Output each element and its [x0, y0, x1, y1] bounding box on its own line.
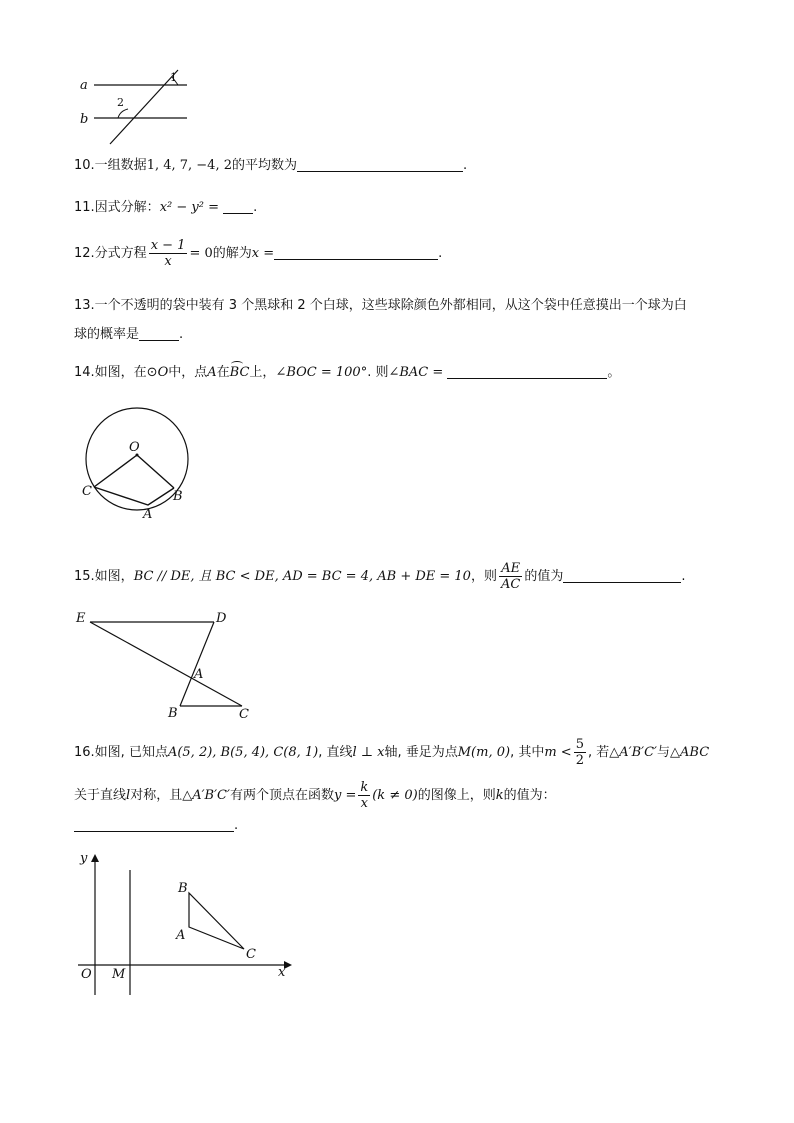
label-o: O — [81, 967, 92, 982]
question-16-line1: 16.如图, 已知点A(5, 2), B(5, 4), C(8, 1), 直线l ⊥ x轴, 垂足为点M(m, 0), 其中m < $\frac{5}{2}$ , 若△A′B′C′与△ABC — [74, 737, 710, 768]
triangles-figure — [72, 610, 262, 725]
fraction-5-2: $\frac{5}{2}$ — [575, 737, 584, 768]
question-16-line3: . — [74, 817, 238, 835]
question-12: 12.分式方程 $\frac{x - 1}{x}$ = 0的解为x = . — [74, 238, 443, 269]
question-13-line2: 球的概率是 . — [74, 327, 184, 342]
answer-blank-16[interactable] — [74, 817, 234, 832]
angle-2-arc — [118, 109, 128, 118]
label-y: y — [80, 851, 88, 866]
answer-blank-15[interactable] — [563, 568, 681, 583]
radius-oc-ob — [94, 455, 174, 488]
label-b: b — [80, 112, 89, 127]
label-d: D — [216, 611, 227, 626]
answer-blank-14[interactable] — [447, 364, 607, 379]
circle-figure — [78, 405, 198, 525]
label-c: C — [82, 484, 92, 499]
y-axis-arrow — [91, 854, 99, 862]
answer-blank-12[interactable] — [274, 245, 438, 260]
question-13-line1: 13.一个不透明的袋中装有 3 个黑球和 2 个白球，这些球除颜色外都相同，从这个袋中任意摸出一个球为白 — [74, 298, 687, 313]
label-c: C — [246, 947, 256, 962]
label-a: a — [80, 78, 88, 93]
fraction-15: $\frac{AE}{AC}$ — [500, 561, 521, 592]
answer-blank-11[interactable] — [223, 199, 253, 214]
question-16-line2: 关于直线l对称，且△A′B′C′有两个顶点在函数y = $\frac{k}{x}$ (k ≠ 0)的图像上，则k的值为： — [74, 780, 556, 811]
label-b: B — [178, 881, 188, 896]
label-m: M — [112, 967, 126, 982]
parallel-lines-figure — [70, 68, 200, 148]
label-x: x — [278, 965, 286, 980]
segment-ec — [90, 622, 242, 706]
label-o: O — [129, 440, 140, 455]
label-a: A — [143, 507, 153, 522]
question-11: 11.因式分解：x² − y² = . — [74, 200, 258, 215]
fraction-k-x: $\frac{k}{x}$ — [360, 780, 369, 811]
question-10: 10.一组数据1, 4, 7, −4, 2的平均数为 . — [74, 158, 468, 173]
coordinate-figure — [72, 850, 297, 1000]
arc-bc: BC — [230, 364, 250, 382]
label-a: A — [176, 928, 186, 943]
question-14: 14.如图，在⊙O中，点A在BC 上，∠BOC = 100°. 则∠BAC = 。 — [74, 364, 620, 382]
answer-blank-10[interactable] — [297, 157, 463, 172]
arc-mark — [231, 361, 243, 367]
chords-ca-ab — [94, 487, 174, 505]
label-e: E — [76, 611, 86, 626]
label-2: 2 — [117, 96, 124, 109]
triangle-abc — [189, 893, 244, 949]
label-1: 1 — [170, 71, 177, 84]
answer-blank-13[interactable] — [139, 326, 179, 341]
label-b: B — [168, 706, 178, 721]
label-c: C — [239, 707, 249, 722]
fraction-12: $\frac{x - 1}{x}$ — [150, 238, 186, 269]
label-b: B — [173, 489, 183, 504]
label-a: A — [194, 667, 204, 682]
question-15: 15.如图，BC // DE, 且 BC < DE, AD = BC = 4, AB + DE = 10，则 $\frac{AE}{AC}$ 的值为 . — [74, 561, 686, 592]
segment-db — [180, 622, 214, 706]
